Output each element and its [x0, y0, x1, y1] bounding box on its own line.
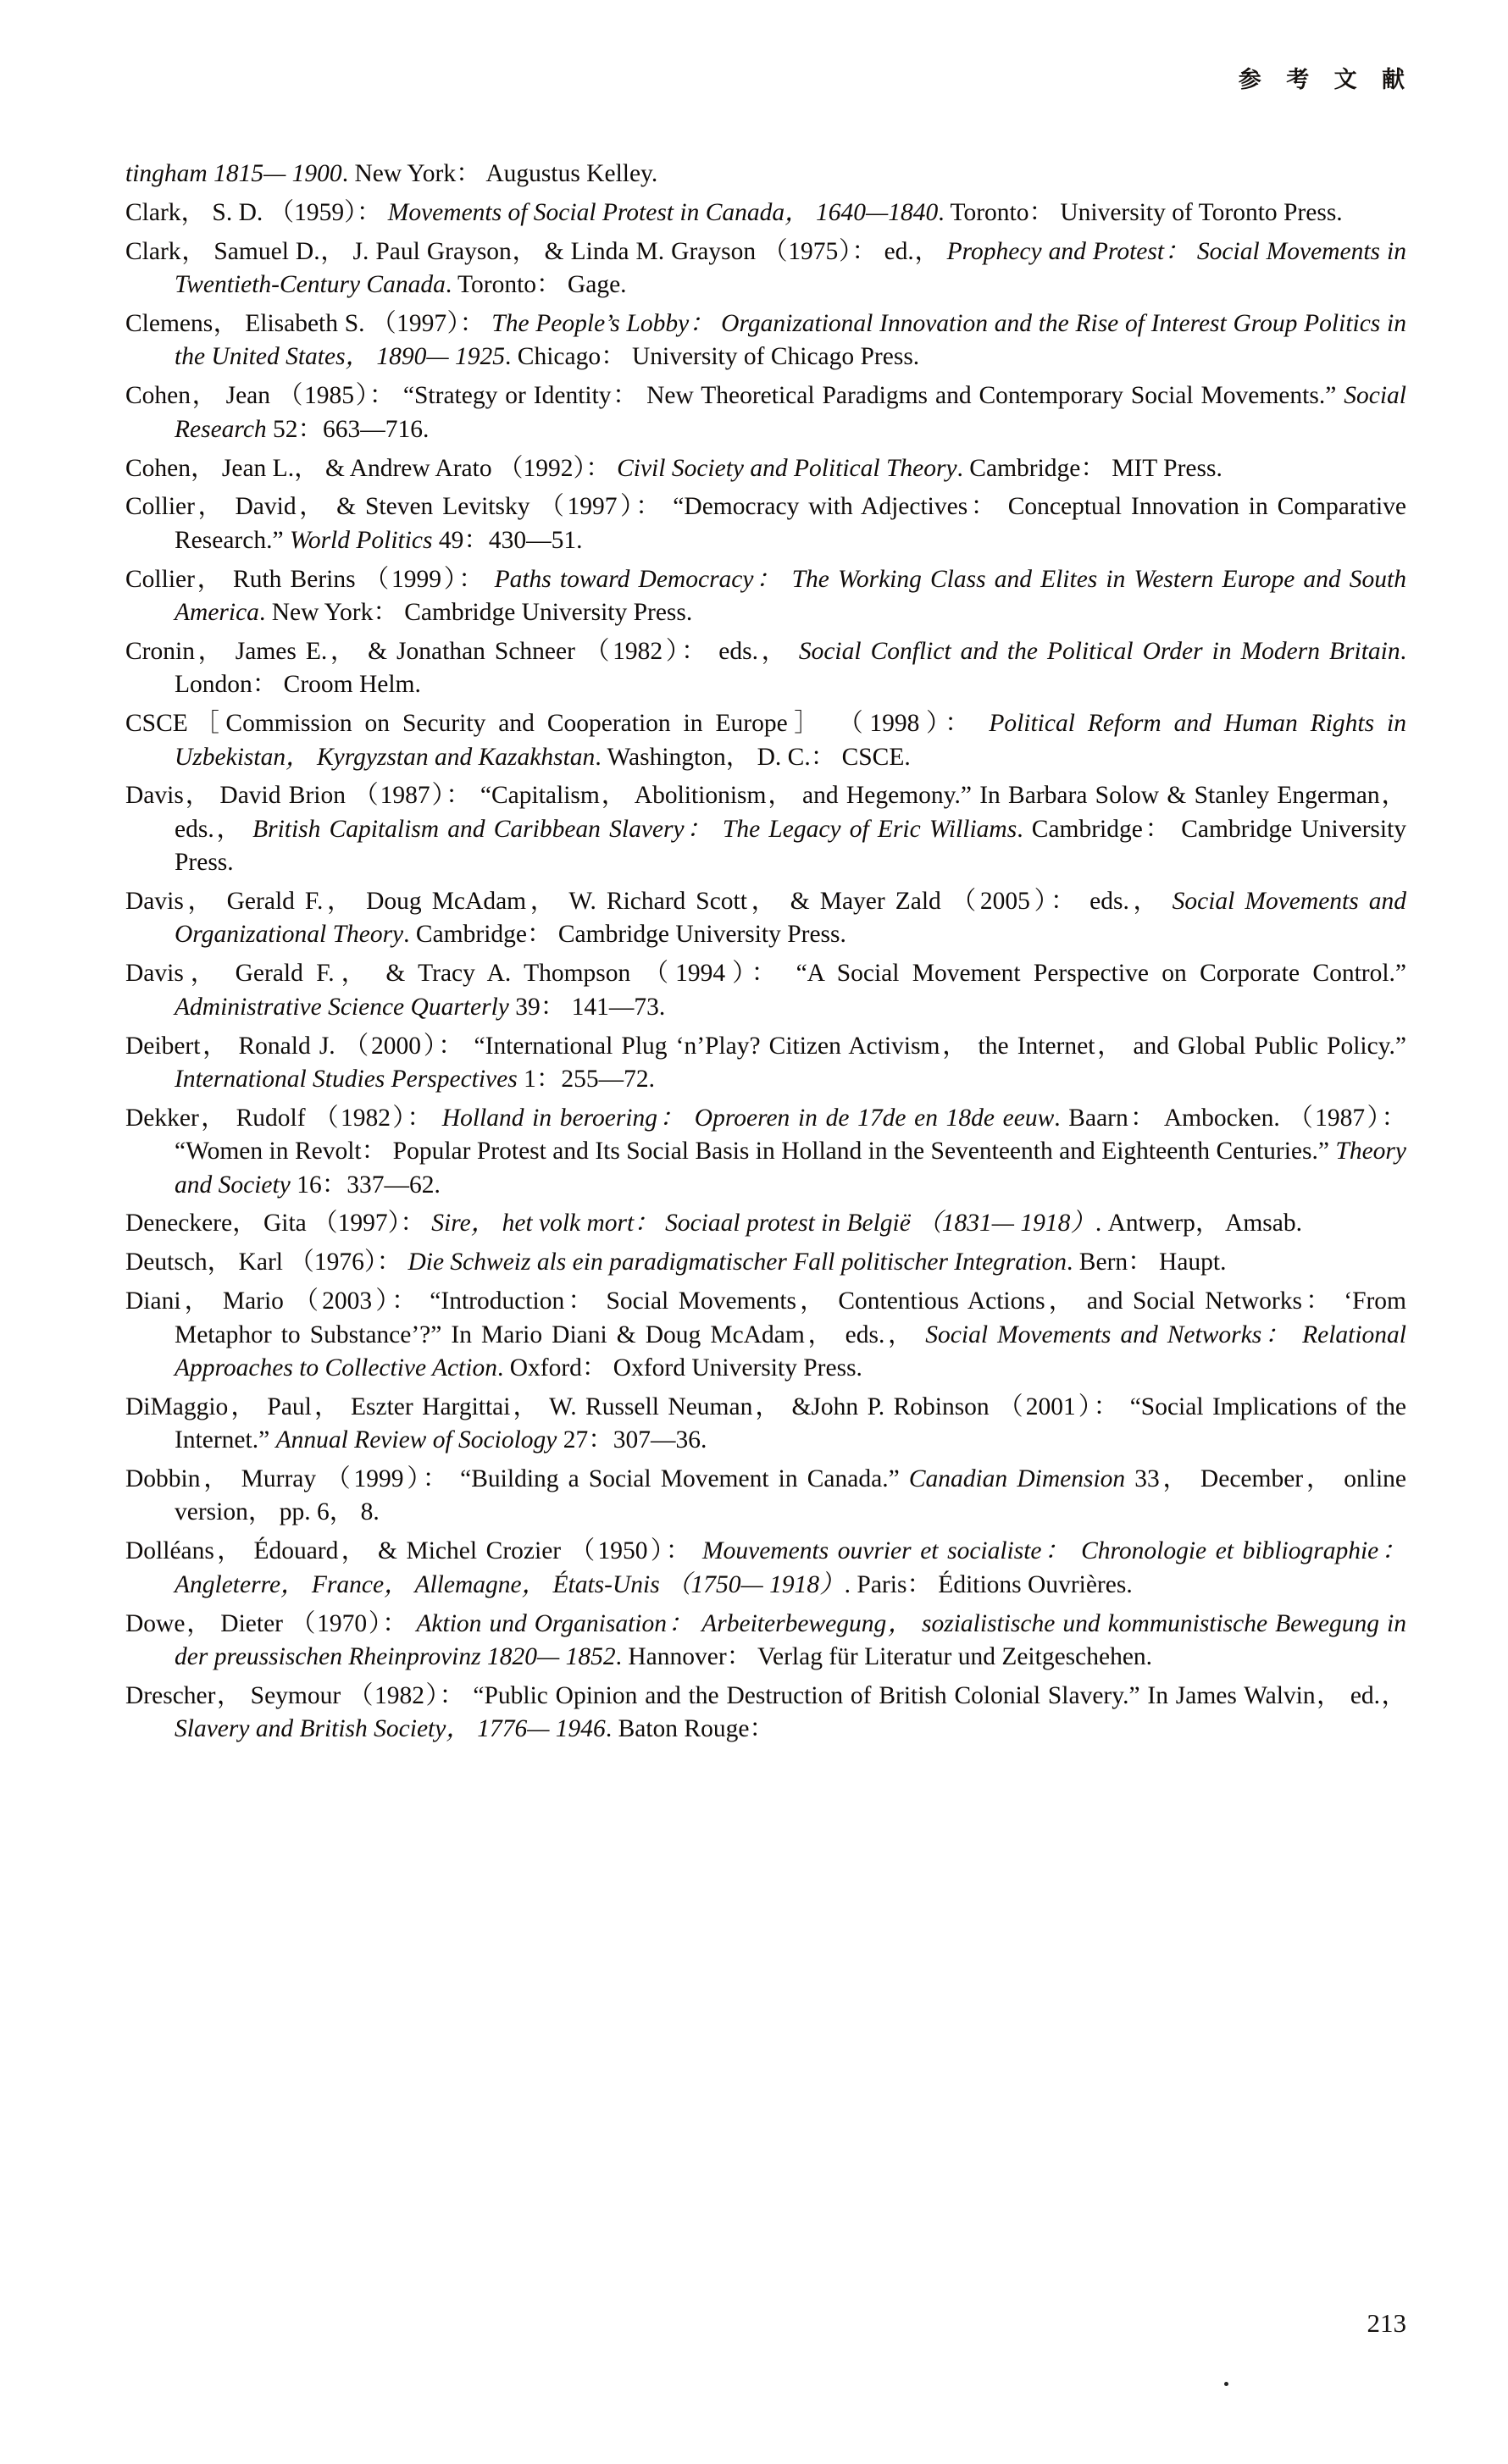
bibliography-entry: Deibert， Ronald J. （2000）： “International Plug ‘n’Play? Citizen Activism， the Internet， and Global Public Policy.” International Studies Perspectives 1：255—72. [125, 1032, 1406, 1093]
bibliography-entry: Dekker， Rudolf （1982）： Holland in beroering： Oproeren in de 17de en 18de eeuw. Baarn： Ambocken. （1987）： “Women in Revolt： Popular Protest and Its Social Basis in Holland in the Seventeenth and Eighteenth Centuries.” Theory and Society 16：337—62. [125, 1104, 1406, 1199]
bibliography-entry: Collier， David， & Steven Levitsky （1997）： “Democracy with Adjectives： Conceptual Innovation in Comparative Research.” World Politics 49：430—51. [125, 493, 1406, 554]
bibliography-entry: Clark， Samuel D.， J. Paul Grayson， & Linda M. Grayson （1975）： ed.， Prophecy and Protest： Social Movements in Twentieth-Century Canada. Toronto： Gage. [125, 237, 1406, 299]
printers-mark [1224, 2382, 1228, 2386]
bibliography-entry: Davis， Gerald F.， Doug McAdam， W. Richard Scott， & Mayer Zald （2005）： eds.， Social Movements and Organizational Theory. Cambridge： Cambridge University Press. [125, 888, 1406, 949]
bibliography-entry: Diani， Mario （2003）： “Introduction： Social Movements， Contentious Actions， and Social Networks： ‘From Metaphor to Substance’?” In Mario Diani & Doug McAdam， eds.， Social Movements and Networks： Relational Approaches to Collective Action. Oxford： Oxford University Press. [125, 1287, 1406, 1382]
bibliography-entry: Davis， Gerald F.， & Tracy A. Thompson （1994）： “A Social Movement Perspective on Corporate Control.” Administrative Science Quarterly 39： 141—73. [125, 960, 1406, 1021]
bibliography-entry: Cohen， Jean L.， & Andrew Arato （1992）： Civil Society and Political Theory. Cambridge： MIT Press. [125, 454, 1222, 482]
bibliography-entry: Dobbin， Murray （1999）： “Building a Social Movement in Canada.” Canadian Dimension 33， December， online version， pp. 6， 8. [125, 1465, 1406, 1526]
bibliography-entry: Davis， David Brion （1987）： “Capitalism， Abolitionism， and Hegemony.” In Barbara Solow & Stanley Engerman， eds.， British Capitalism and Caribbean Slavery： The Legacy of Eric Williams. Cambridge： Cambridge University Press. [125, 782, 1407, 877]
bibliography-entry: Dolléans， Édouard， & Michel Crozier （1950）： Mouvements ouvrier et socialiste： Chronologie et bibliographie： Angleterre， France， Allemagne， États-Unis （1750— 1918）. Paris： Éditions Ouvrières. [125, 1537, 1406, 1598]
running-head: 参 考 文 献 [1238, 67, 1413, 93]
bibliography-entry: Cohen， Jean （1985）： “Strategy or Identity： New Theoretical Paradigms and Contemporary Social Movements.” Social Research 52：663—716. [125, 382, 1406, 443]
bibliography-entry: Cronin， James E.， & Jonathan Schneer （1982）： eds.， Social Conflict and the Political Order in Modern Britain. London： Croom Helm. [125, 637, 1406, 699]
bibliography-entry: Deneckere， Gita （1997）： Sire， het volk mort： Sociaal protest in België （1831— 1918）. Antwerp， Amsab. [125, 1210, 1303, 1238]
bibliography-entry: Drescher， Seymour （1982）： “Public Opinion and the Destruction of British Colonial Slavery.” In James Walvin， ed.， Slavery and British Society， 1776— 1946. Baton Rouge： [125, 1681, 1406, 1743]
bibliography-entry: Collier， Ruth Berins （1999）： Paths toward Democracy： The Working Class and Elites in Western Europe and South America. New York： Cambridge University Press. [125, 565, 1406, 626]
page-number: 213 [1367, 2308, 1406, 2338]
bibliography-entry: tingham 1815— 1900. New York： Augustus Kelley. [125, 160, 658, 187]
bibliography-entry: CSCE［Commission on Security and Cooperation in Europe］ （1998）： Political Reform and Human Rights in Uzbekistan， Kyrgyzstan and Kazakhstan. Washington， D. C.： CSCE. [125, 710, 1406, 771]
bibliography-entry: Clark， S. D. （1959）： Movements of Social Protest in Canada， 1640—1840. Toronto： University of Toronto Press. [125, 198, 1343, 226]
bibliography-list [125, 158, 1406, 1752]
bibliography-entry: Dowe， Dieter （1970）： Aktion und Organisation： Arbeiterbewegung， sozialistische und kommunistische Bewegung in der preussischen Rheinprovinz 1820— 1852. Hannover： Verlag für Literatur und Zeitgeschehen. [125, 1609, 1406, 1670]
bibliography-entry: DiMaggio， Paul， Eszter Hargittai， W. Russell Neuman， &John P. Robinson （2001）： “Social Implications of the Internet.” Annual Review of Sociology 27：307—36. [125, 1393, 1406, 1454]
bibliography-entry: Clemens， Elisabeth S. （1997）： The People’s Lobby： Organizational Innovation and the Rise of Interest Group Politics in the United States， 1890— 1925. Chicago： University of Chicago Press. [125, 310, 1406, 371]
bibliography-entry: Deutsch， Karl （1976）： Die Schweiz als ein paradigmatischer Fall politischer Integration. Bern： Haupt. [125, 1249, 1227, 1276]
